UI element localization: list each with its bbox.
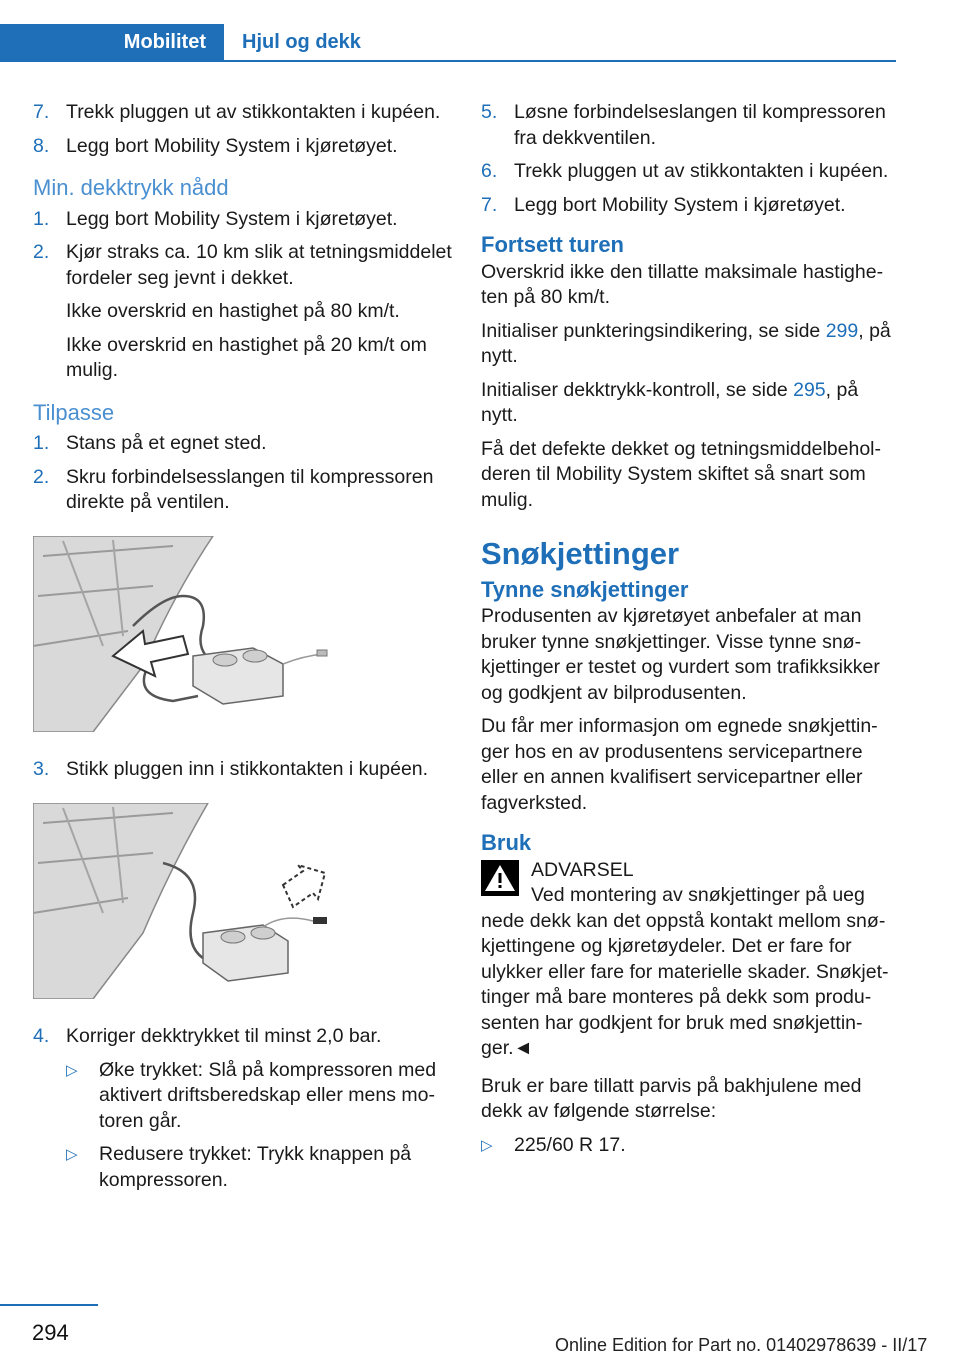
warning-triangle-icon — [481, 860, 519, 896]
bullet-item: ▷ 225/60 R 17. — [481, 1133, 899, 1159]
list-item: 6. Trekk pluggen ut av stikkontakten i kupéen. — [481, 160, 889, 182]
compressor-plug-illustration — [33, 803, 333, 999]
heading-bruk: Bruk — [481, 830, 532, 855]
heading-tynne-snokjettinger: Tynne snøkjettinger — [481, 576, 689, 602]
note-speed-80: Ikke overskrid en hastighet på 80 km/t. — [66, 300, 400, 322]
list-item: 5. Løsne forbindelseslangen til kompressoren fra dekkventilen. — [481, 101, 886, 149]
sub-bullets — [33, 1058, 453, 1194]
bullet-item: ▷ Redusere trykket: Trykk knappen på kompressoren. — [66, 1143, 412, 1191]
list-item: 7. Legg bort Mobility System i kjøretøyet. — [481, 193, 846, 216]
bullet-item: ▷ Øke trykket: Slå på kompressoren med aktivert driftsberedskap eller mens motoren går. — [66, 1058, 437, 1132]
paragraph-use: Bruk er bare tillatt parvis på bakhjulene med dekk av følgende størrelse: — [481, 1074, 862, 1122]
paragraph-thin-chains: Produsenten av kjøretøyet anbefaler at man bruker tynne snøkjettinger. Visse tynne snøkjettinger er testet og vurdert som trafikksikker og godkjent av bilprodusenten. — [481, 605, 880, 704]
page-link-295[interactable]: 295 — [793, 378, 826, 401]
warning-title: ADVARSEL — [531, 858, 634, 881]
paragraph-speed: Overskrid ikke den tillatte maksimale hastigheten på 80 km/t. — [481, 260, 884, 308]
note-speed-20: Ikke overskrid en hastighet på 20 km/t om mulig. — [66, 333, 427, 381]
heading-tilpasse: Tilpasse — [33, 399, 115, 425]
list-item: 2. Kjør straks ca. 10 km slik at tetningsmiddelet fordeler seg jevnt i dekket. — [33, 241, 452, 289]
heading-snokjettinger: Snøkjettinger — [481, 536, 680, 571]
page-number: 294 — [32, 1320, 69, 1345]
list-item: 8. Legg bort Mobility System i kjøretøyet. — [33, 134, 398, 157]
list-item: 2. Skru forbindelsesslangen til kompressoren direkte på ventilen. — [33, 465, 434, 513]
right-column — [481, 100, 899, 1166]
header-rule — [0, 60, 896, 62]
compressor-valve-illustration — [33, 536, 333, 732]
warning-box — [481, 858, 899, 909]
left-column — [33, 100, 453, 1201]
footer-rule — [0, 1304, 98, 1306]
heading-min-pressure: Min. dekktrykk nådd — [33, 175, 229, 200]
paragraph-init-puncture: Initialiser punkteringsindikering, se side 299, på nytt. — [481, 319, 891, 367]
bullet-triangle-icon: ▷ — [66, 1146, 78, 1163]
bullet-triangle-icon: ▷ — [481, 1136, 493, 1154]
warning-lead: Ved montering av snøkjettinger på ueg — [531, 884, 865, 906]
tab-hjul-og-dekk: Hjul og dekk — [242, 31, 361, 53]
paragraph-init-pressure: Initialiser dekktrykk-kontroll, se side 295, på nytt. — [481, 378, 859, 426]
heading-fortsett-turen: Fortsett turen — [481, 232, 624, 257]
edition-note: Online Edition for Part no. 01402978639 - II/17 — [555, 1335, 928, 1355]
tab-mobilitet — [0, 24, 224, 62]
list-item: 7. Trekk pluggen ut av stikkontakten i kupéen. — [33, 101, 441, 123]
list-item: 1. Legg bort Mobility System i kjøretøyet. — [33, 207, 398, 230]
tab-mobilitet-label: Mobilitet — [123, 31, 206, 53]
warning-text: nede dekk kan det oppstå kontakt mellom snøkjettingene og kjøretøydeler. Det er fare for ulykker eller fare for materielle skader. Snøkjettinger må bare monteres på dekk som produsenten har godkjent for bruk med snøkjettinger.◄ — [481, 909, 889, 1059]
paragraph-defect-tyre: Få det defekte dekket og tetningsmiddelbeholderen til Mobility System skiftet så snart som mulig. — [481, 437, 882, 511]
list-item: 1. Stans på et egnet sted. — [33, 432, 267, 454]
bullet-triangle-icon: ▷ — [66, 1061, 78, 1079]
page-link-299[interactable]: 299 — [825, 319, 859, 342]
paragraph-more-info: Du får mer informasjon om egnede snøkjettinger hos en av produsentens servicepartnere eller en annen kvalifisert servicepartner eller fagverksted. — [481, 715, 878, 814]
list-item: 4. Korriger dekktrykket til minst 2,0 bar. — [33, 1025, 382, 1047]
list-item: 3. Stikk pluggen inn i stikkontakten i kupéen. — [33, 758, 429, 780]
